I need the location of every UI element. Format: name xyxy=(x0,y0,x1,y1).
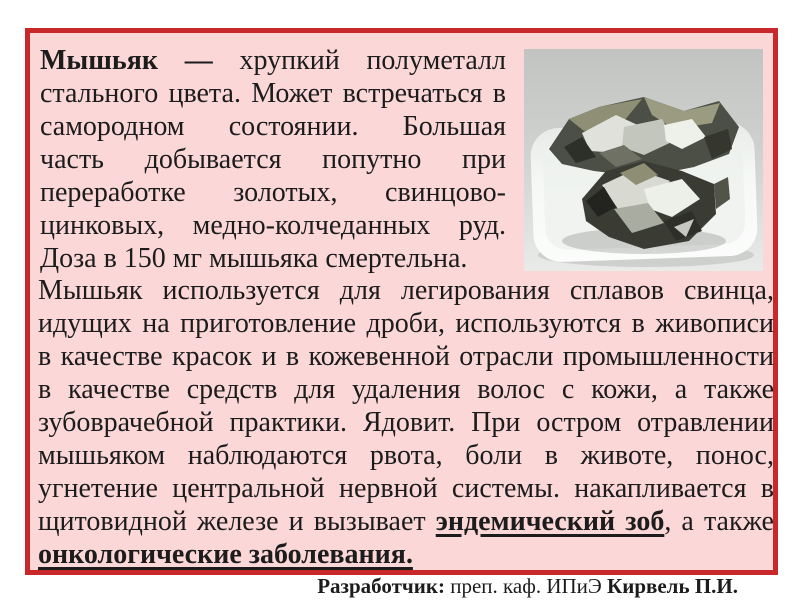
text-segment: мышьяком наблюдаются рвота, боли в животе, понос, xyxy=(38,440,774,471)
text-line xyxy=(40,143,506,176)
body-paragraph xyxy=(38,274,774,571)
text-segment: стального цвета. Может встречаться в xyxy=(40,78,506,109)
text-segment: эндемический зоб xyxy=(435,506,665,537)
text-segment: Мышьяк — xyxy=(40,45,213,76)
text-line xyxy=(40,110,506,143)
text-segment: переработке золотых, свинцово- xyxy=(40,177,506,208)
text-segment: в качестве красок и в кожевенной отрасли промышленности xyxy=(38,341,774,372)
text-line xyxy=(40,209,506,242)
text-segment: , а также xyxy=(664,506,774,537)
text-segment: идущих на приготовление дроби, используются в живописи xyxy=(38,308,774,339)
text-line xyxy=(38,373,774,406)
credit-author: Кирвель П.И. xyxy=(607,574,738,598)
intro-paragraph xyxy=(40,44,506,275)
text-line xyxy=(40,77,506,110)
text-line xyxy=(38,274,774,307)
text-line xyxy=(38,340,774,373)
text-segment: угнетение центральной нервной системы. накапливается в xyxy=(38,473,774,504)
credit-line xyxy=(317,574,738,598)
text-line xyxy=(38,538,774,571)
text-segment: самородном состоянии. Большая xyxy=(40,111,506,142)
text-segment: щитовидной железе и вызывает xyxy=(38,506,436,537)
credit-label: Разработчик: xyxy=(317,574,445,598)
text-line xyxy=(40,176,506,209)
text-line xyxy=(40,242,506,275)
text-line xyxy=(38,439,774,472)
text-segment: часть добывается попутно при xyxy=(40,144,506,175)
text-segment: хрупкий полуметалл xyxy=(212,45,507,76)
text-segment: цинковых, медно-колчеданных руд. xyxy=(40,210,506,241)
text-segment: зубоврачебной практики. Ядовит. При остром отравлении xyxy=(38,407,774,438)
text-line xyxy=(38,505,774,538)
text-segment: Доза в 150 мг мышьяка смертельна. xyxy=(40,243,468,274)
text-line xyxy=(38,472,774,505)
text-segment: онкологические заболевания. xyxy=(38,539,413,570)
text-line xyxy=(38,307,774,340)
text-line xyxy=(40,44,506,77)
credit-department: преп. каф. ИПиЭ xyxy=(444,574,608,598)
arsenic-photo-graphic xyxy=(524,49,763,271)
content-frame xyxy=(25,28,778,575)
arsenic-sample-photo xyxy=(524,49,763,271)
text-line xyxy=(38,406,774,439)
text-segment: в качестве средств для удаления волос с кожи, а также xyxy=(38,374,774,405)
text-segment: Мышьяк используется для легирования сплавов свинца, xyxy=(38,275,774,306)
